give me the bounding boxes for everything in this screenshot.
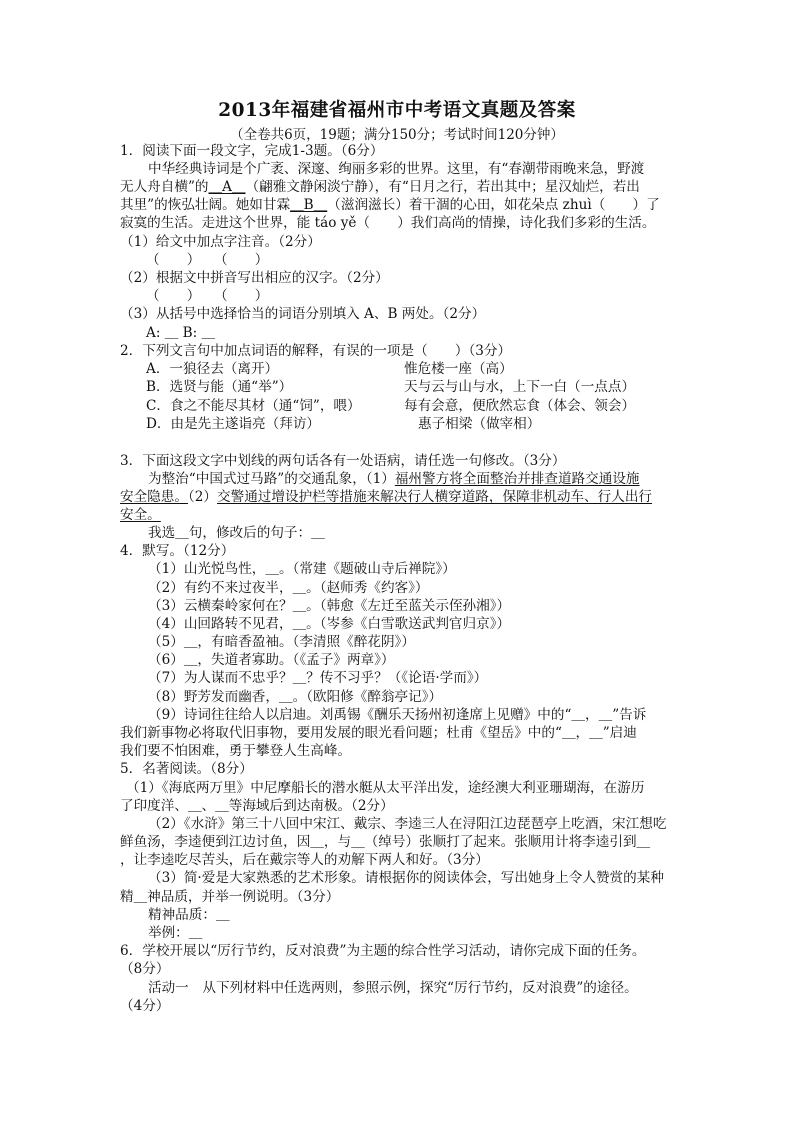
q6-activity-1: 活动一 从下列材料中任选两则，参照示例，探究“厉行节约，反对浪费”的途径。 bbox=[148, 980, 638, 996]
blank-a: ＿A＿ bbox=[208, 179, 246, 195]
q2-option-b-right: 天与云与山与水，上下一白（一点点） bbox=[404, 379, 636, 395]
q5-sub-2-line-2: 鲜鱼汤，李逵便到江边讨鱼，因＿，与＿（绰号）张顺打了起来。张顺用计将李逵引到＿ bbox=[120, 834, 651, 850]
q6-stem-line-1: 6．学校开展以“厉行节约，反对浪费”为主题的综合性学习活动，请你完成下面的任务。 bbox=[120, 943, 646, 959]
q1-sub-3-answer: A: ＿ B: ＿ bbox=[146, 325, 216, 341]
q5-quality-answer: 精神品质：＿ bbox=[148, 907, 230, 923]
q4-item-1: （1）山光悦鸟性，＿。（常建《题破山寺后禅院》） bbox=[148, 561, 456, 577]
q3-text-line-3: 安全。 bbox=[120, 507, 161, 523]
q1-sub-2: （2）根据文中拼音写出相应的汉字。（2分） bbox=[120, 270, 389, 286]
q2-option-a-left: A．一狼径去（离开） bbox=[146, 361, 279, 377]
q3-text-line-2: 安全隐患。（2）交警通过增设护栏等措施来解决行人横穿道路，保障非机动车、行人出行 bbox=[120, 489, 653, 505]
q4-item-6: （6）＿，失道者寡助。（《孟子》两章》） bbox=[148, 652, 395, 668]
q5-sub-3-line-1: （3）简·爱是大家熟悉的艺术形象。请根据你的阅读体会，写出她身上令人赞赏的某种 bbox=[148, 870, 664, 886]
q1-passage-line-1: 中华经典诗词是个广袤、深邃、绚丽多彩的世界。这里，有“春潮带雨晚来急，野渡 bbox=[148, 161, 645, 177]
q3-answer-line: 我选＿句，修改后的句子：＿ bbox=[148, 525, 325, 541]
q3-stem: 3．下面这段文字中划线的两句话各有一处语病，请任选一句修改。（3分） bbox=[120, 453, 566, 469]
document-title: 2013年福建省福州市中考语文真题及答案 bbox=[218, 100, 576, 121]
q2-stem: 2．下列文言句中加点词语的解释，有误的一项是（ ）（3分） bbox=[120, 343, 512, 359]
q5-sub-2-line-1: （2）《水浒》第三十八回中宋江、戴宗、李逵三人在浔阳江边琵琶亭上吃酒，宋江想吃 bbox=[148, 816, 667, 832]
q1-sub-2-blanks: （ ） （ ） bbox=[146, 288, 269, 304]
q6-stem-line-2: （8分） bbox=[120, 961, 170, 977]
q5-sub-1-line-2: 了印度洋、＿、＿等海域后到达南极。（2分） bbox=[120, 798, 394, 814]
q2-option-d-right: 惠子相梁（做宰相） bbox=[418, 416, 541, 432]
q6-activity-1-score: （4分） bbox=[120, 998, 170, 1014]
q5-sub-2-line-3: ，让李逵吃尽苦头，后在戴宗等人的劝解下两人和好。（3分） bbox=[120, 852, 489, 868]
q4-item-9-line-2: 我们新事物必将取代旧事物，要用发展的眼光看问题；杜甫《望岳》中的“＿，＿”启迪 bbox=[120, 725, 637, 741]
q4-stem: 4．默写。（12分） bbox=[120, 543, 235, 559]
q5-stem: 5．名著阅读。（8分） bbox=[120, 761, 253, 777]
q1-passage-line-4: 寂寞的生活。走进这个世界，能 táo yě（ ）我们高尚的情操，诗化我们多彩的生活。 bbox=[120, 215, 656, 231]
q4-item-7: （7）为人谋而不忠乎？＿？传不习乎？（《论语·学而》） bbox=[148, 670, 488, 686]
q2-option-c-right: 每有会意，便欣然忘食（体会、领会） bbox=[404, 398, 636, 414]
blank-b: ＿B＿ bbox=[290, 197, 328, 213]
underlined-sentence-1: 福州警方将全面整治并排查道路交通设施 bbox=[394, 471, 640, 487]
q1-sub-1: （1）给文中加点字注音。（2分） bbox=[120, 234, 321, 250]
q4-item-2: （2）有约不来过夜半，＿。（赵师秀《约客》） bbox=[148, 580, 429, 596]
q4-item-5: （5）＿，有暗香盈袖。（李清照《醉花阴》） bbox=[148, 634, 415, 650]
q5-example-answer: 举例：＿ bbox=[148, 925, 203, 941]
q3-text-line-1: 为整治“中国式过马路”的交通乱象，（1）福州警方将全面整治并排查道路交通设施 bbox=[148, 471, 640, 487]
underlined-sentence-2: 交警通过增设护栏等措施来解决行人横穿道路，保障非机动车、行人出行 bbox=[217, 489, 653, 505]
document-subtitle: （全卷共6页，19题；满分150分；考试时间120分钟） bbox=[230, 127, 564, 143]
q1-stem: 1．阅读下面一段文字，完成1-3题。（6分） bbox=[120, 143, 384, 159]
q1-sub-3: （3）从括号中选择恰当的词语分别填入 A、B 两处。（2分） bbox=[120, 306, 486, 322]
q4-item-9-line-1: （9）诗词往往给人以启迪。刘禹锡《酬乐天扬州初逢席上见赠》中的“＿，＿”告诉 bbox=[148, 707, 647, 723]
q1-passage-line-3: 其里”的恢弘壮阔。她如甘霖＿B＿（滋润滋长）着干涸的心田，如花朵点 zhuì（ ）了 bbox=[120, 197, 660, 213]
q1-passage-line-2: 无人舟自横”的＿A＿（翩雅文静闲淡宁静），有“日月之行，若出其中；星汉灿烂，若出 bbox=[120, 179, 640, 195]
q4-item-8: （8）野芳发而幽香，＿。（欧阳修《醉翁亭记》） bbox=[148, 689, 443, 705]
q4-item-3: （3）云横秦岭家何在？＿。（韩愈《左迁至蓝关示侄孙湘》） bbox=[148, 598, 511, 614]
q5-sub-3-line-2: 精＿神品质，并举一例说明。（3分） bbox=[120, 889, 340, 905]
q5-sub-1-line-1: （1）《海底两万里》中尼摩船长的潜水艇从太平洋出发，途经澳大利亚珊瑚海，在游历 bbox=[126, 780, 645, 796]
q2-option-c-left: C．食之不能尽其材（通“饲”，喂） bbox=[146, 398, 361, 414]
q2-option-d-left: D．由是先主遂诣亮（拜访） bbox=[146, 416, 321, 432]
q4-item-9-line-3: 我们要不怕困难，勇于攀登人生高峰。 bbox=[120, 743, 352, 759]
q4-item-4: （4）山回路转不见君，＿。（岑参《白雪歌送武判官归京》） bbox=[148, 616, 511, 632]
q2-option-a-right: 惟危楼一座（高） bbox=[404, 361, 513, 377]
q1-sub-1-blanks: （ ） （ ） bbox=[146, 252, 269, 268]
q2-option-b-left: B．选贤与能（通“举”） bbox=[146, 379, 293, 395]
